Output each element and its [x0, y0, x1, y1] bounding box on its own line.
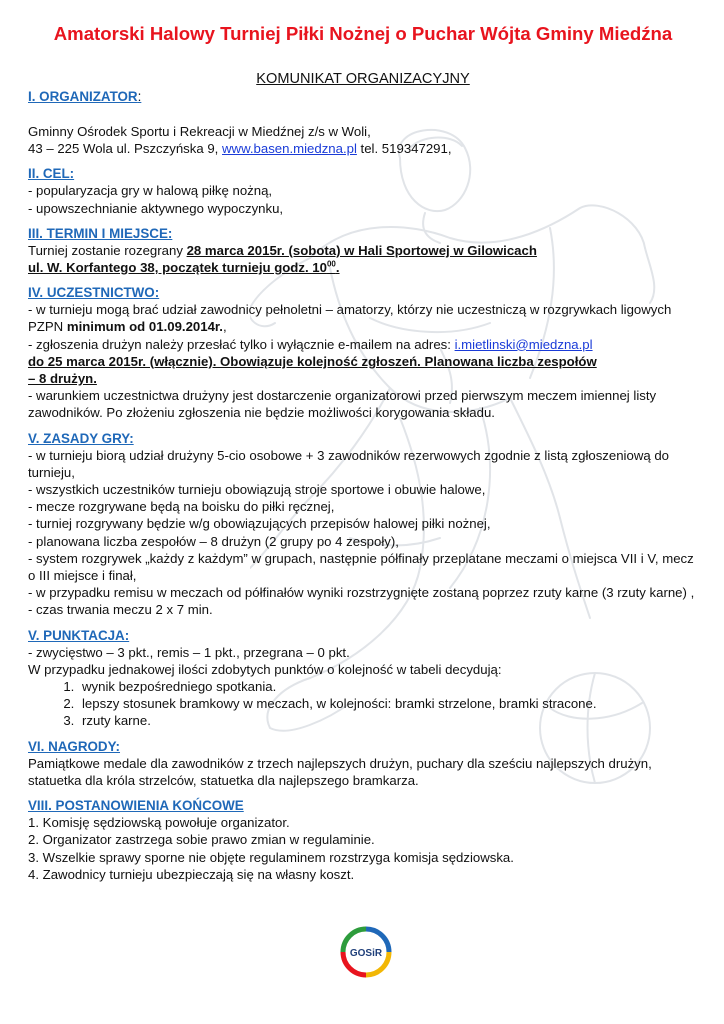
final-provision-item: 3. Wszelkie sprawy sporne nie objęte regulaminem rozstrzyga komisja sędziowska.: [28, 849, 514, 865]
rules-item: - w turnieju biorą udział drużyny 5-cio osobowe + 3 zawodników rezerwowych zgodnie z listą zgłoszeniową do turnieju,: [28, 447, 670, 480]
document-title: Amatorski Halowy Turniej Piłki Nożnej o Puchar Wójta Gminy Miedźna: [53, 23, 673, 44]
goal-item: - upowszechnianie aktywnego wypoczynku,: [28, 200, 284, 216]
section-date-place-heading: III. TERMIN I MIEJSCE:: [28, 225, 173, 241]
section-goal-heading: II. CEL:: [28, 166, 75, 182]
rules-item: - planowana liczba zespołów – 8 drużyn (2 grupy po 4 zespoły),: [28, 533, 399, 549]
organizer-website-link[interactable]: www.basen.miedzna.pl: [222, 141, 357, 157]
participation-team-count: – 8 drużyn.: [28, 371, 97, 387]
date-place-address: ul. W. Korfantego 38, początek turnieju godz. $10^{00}$.: [28, 259, 340, 276]
section-participation-heading: IV. UCZESTNICTWO:: [28, 285, 160, 301]
document-subtitle: KOMUNIKAT ORGANIZACYJNY: [256, 71, 470, 87]
final-provision-item: 4. Zawodnicy turnieju ubezpieczają się na własny koszt.: [28, 866, 355, 882]
rules-item: - wszystkich uczestników turnieju obowiązują stroje sportowe i obuwie halowe,: [28, 482, 486, 498]
section-prizes-heading: VI. NAGRODY:: [28, 738, 121, 754]
rules-item: - system rozgrywek „każdy z każdym” w grupach, następnie półfinały przeplatane meczami o miejsca VII i V, mecz o III miejsce i finał,: [28, 550, 694, 584]
participation-registration: - zgłoszenia drużyn należy przesłać tylko i wyłącznie e-mailem na adres: i.mietlinski@miedzna.pl: [28, 336, 593, 352]
scoring-points: - zwycięstwo – 3 pkt., remis – 1 pkt., przegrana – 0 pkt.: [28, 644, 350, 660]
section-organizer-heading: I. ORGANIZATOR:: [28, 89, 142, 104]
scoring-tiebreak-intro: W przypadku jednakowej ilości zdobytych punktów o kolejność w tabeli decydują:: [28, 661, 502, 677]
logo-text: GOSiR: [349, 948, 383, 959]
participation-eligibility: - w turnieju mogą brać udział zawodnicy pełnoletni – amatorzy, którzy nie uczestniczą w rozgrywkach ligowych PZPN minimum od 01.09.2014r.,: [28, 302, 672, 335]
registration-email-link[interactable]: i.mietlinski@miedzna.pl: [454, 336, 593, 352]
participation-deadline: do 25 marca 2015r. (włącznie). Obowiązuje kolejność zgłoszeń. Planowana liczba zespołów: [28, 353, 597, 369]
tiebreak-list: [28, 678, 698, 730]
final-provision-item: 2. Organizator zastrzega sobie prawo zmian w regulaminie.: [28, 832, 375, 848]
section-final-provisions-heading: VIII. POSTANOWIENIA KOŃCOWE: [28, 798, 244, 814]
prizes-text: Pamiątkowe medale dla zawodników z trzech najlepszych drużyn, puchary dla sześciu najlepszych drużyn, statuetka dla króla strzelców, statuetka dla najlepszego bramkarza.: [28, 755, 652, 788]
tiebreak-item: 3. rzuty karne.: [78, 712, 698, 729]
gosir-logo-icon: [340, 926, 392, 978]
rules-item: - w przypadku remisu w meczach od półfinałów wyniki rozstrzygnięte zostaną poprzez rzuty karne (3 rzuty karne) ,: [28, 585, 695, 601]
final-provision-item: 1. Komisję sędziowską powołuje organizator.: [28, 815, 290, 831]
tiebreak-item: 2. lepszy stosunek bramkowy w meczach, w kolejności: bramki strzelone, bramki stracone.: [78, 695, 698, 712]
participation-condition: - warunkiem uczestnictwa drużyny jest dostarczenie organizatorowi przed pierwszym meczem imiennej listy zawodników. Po złożeniu zgłoszenia nie będzie możliwości korygowania składu.: [28, 388, 657, 421]
rules-item: - turniej rozgrywany będzie w/g obowiązujących przepisów halowej piłki nożnej,: [28, 516, 491, 532]
date-place-text: Turniej zostanie rozegrany 28 marca 2015r. (sobota) w Hali Sportowej w Gilowicach: [28, 242, 537, 258]
organizer-line-1: Gminny Ośrodek Sportu i Rekreacji w Miedźnej z/s w Woli,: [28, 124, 371, 139]
organizer-line-2: 43 – 225 Wola ul. Pszczyńska 9, www.basen.miedzna.pl tel. 519347291,: [28, 141, 452, 157]
document-content: [28, 22, 698, 883]
rules-item: - czas trwania meczu 2 x 7 min.: [28, 602, 213, 618]
goal-item: - popularyzacja gry w halową piłkę nożną,: [28, 183, 273, 199]
section-rules-heading: V. ZASADY GRY:: [28, 430, 134, 446]
section-scoring-heading: V. PUNKTACJA:: [28, 627, 130, 643]
rules-item: - mecze rozgrywane będą na boisku do piłki ręcznej,: [28, 499, 335, 515]
tiebreak-item: 1. wynik bezpośredniego spotkania.: [78, 678, 698, 695]
